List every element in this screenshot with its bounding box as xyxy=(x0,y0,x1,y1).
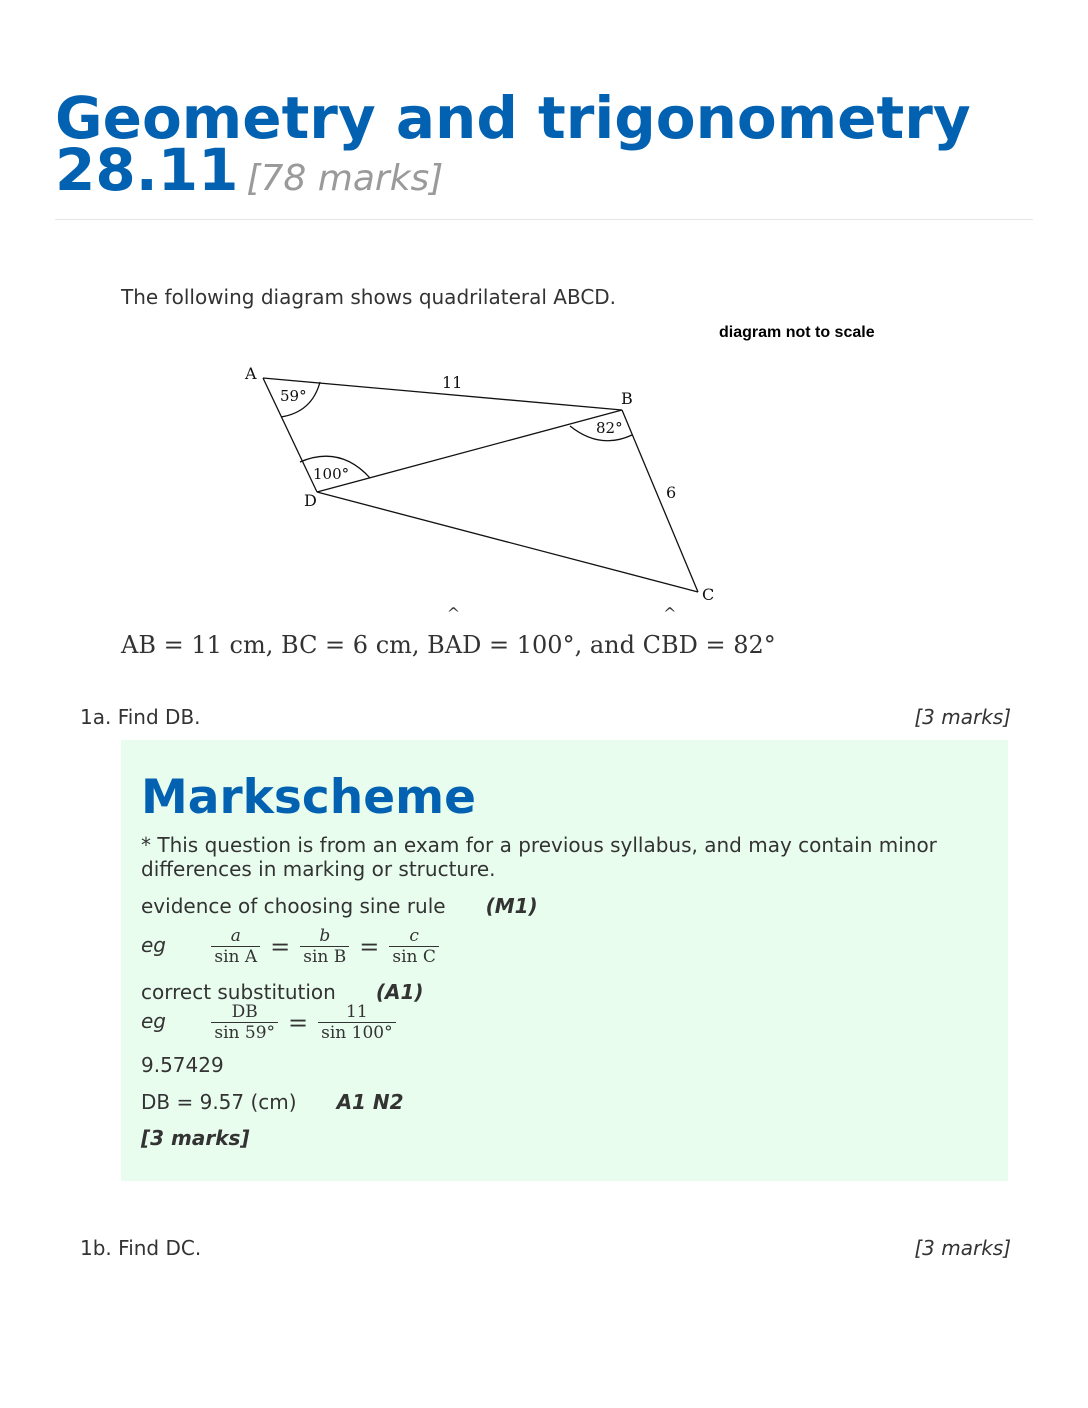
markscheme-heading: Markscheme xyxy=(141,770,476,825)
substitution-formula: eg $\frac{DB}{\sin 59^\circ}$ = $\frac{11}{\sin 100^\circ}$ xyxy=(141,1002,400,1043)
given-values xyxy=(121,620,776,670)
mark-code: (M1) xyxy=(485,894,538,918)
question-marks: [3 marks] xyxy=(914,705,1011,729)
header-divider xyxy=(55,219,1033,220)
eg-label: eg xyxy=(141,933,166,957)
question-marks: [3 marks] xyxy=(914,1236,1011,1260)
final-answer: DB = 9.57 (cm) A1 N2 xyxy=(141,1090,404,1114)
sine-rule-formula: eg $\frac{a}{\text{sin A}}$ = $\frac{b}{\text{sin B}}$ = $\frac{c}{\text{sin C}}$ xyxy=(141,926,443,967)
angle-a-label: 59° xyxy=(280,387,307,405)
page-title xyxy=(55,84,1045,205)
vertex-d-label: D xyxy=(304,491,317,510)
title-line-1: Geometry and trigonometry xyxy=(55,84,971,152)
total-marks: [78 marks] xyxy=(246,158,444,199)
intermediate-value: 9.57429 xyxy=(141,1053,224,1077)
markscheme-total: [3 marks] xyxy=(141,1126,250,1150)
question-number: 1b. xyxy=(80,1236,112,1260)
given-angle-bad: B^ AD = 100°, xyxy=(427,631,582,659)
mark-code: A1 N2 xyxy=(336,1090,404,1114)
side-bc xyxy=(622,410,698,592)
given-and: and xyxy=(589,631,635,659)
given-bc: BC = 6 cm, xyxy=(280,631,420,659)
angle-b-label: 82° xyxy=(596,419,623,437)
given-ab: AB = 11 cm, xyxy=(121,631,274,659)
vertex-a-label: A xyxy=(245,364,257,383)
quadrilateral-diagram xyxy=(230,318,910,618)
diagram-note: diagram not to scale xyxy=(719,324,875,341)
syllabus-note: * This question is from an exam for a previous syllabus, and may contain minor differences in marking or structure. xyxy=(141,833,937,881)
vertex-b-label: B xyxy=(621,389,633,408)
question-text: Find DC. xyxy=(118,1236,202,1260)
side-cd xyxy=(317,492,698,592)
intro-text: The following diagram shows quadrilateral ABCD. xyxy=(121,285,617,309)
markscheme-panel xyxy=(121,740,1008,1181)
vertex-c-label: C xyxy=(702,585,715,604)
question-number: 1a. xyxy=(80,705,112,729)
given-angle-cbd: C^ BD = 82° xyxy=(643,631,776,659)
angle-d-label: 100° xyxy=(313,465,350,483)
bc-length-label: 6 xyxy=(666,483,677,502)
eg-label: eg xyxy=(141,1009,166,1033)
diagonal-db xyxy=(317,410,622,492)
step-sine-rule: evidence of choosing sine rule (M1) xyxy=(141,894,538,918)
question-text: Find DB. xyxy=(117,705,201,729)
step-substitution: correct substitution (A1) xyxy=(141,980,424,1004)
mark-code: (A1) xyxy=(375,980,424,1004)
question-1b xyxy=(80,1236,1011,1260)
question-1a xyxy=(80,705,1011,729)
title-line-2: 28.11 xyxy=(55,136,239,204)
ab-length-label: 11 xyxy=(442,373,463,392)
